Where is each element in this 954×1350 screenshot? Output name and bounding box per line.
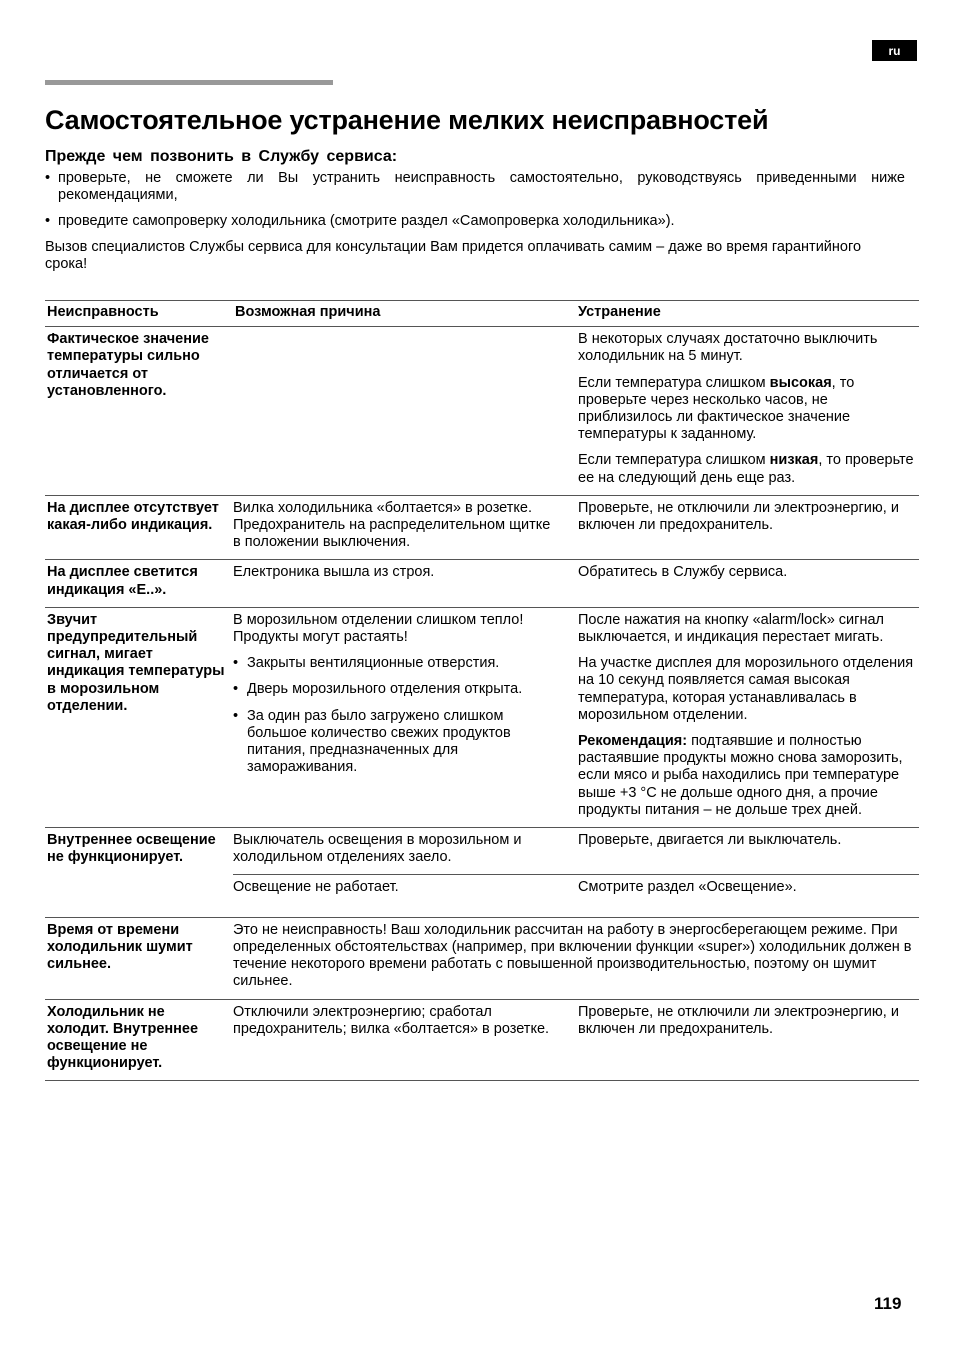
table-row	[45, 827, 919, 917]
row5-subrows	[233, 828, 919, 917]
remedy-text	[578, 375, 917, 444]
intro-bullet-1: • проверьте, не сможете ли Вы устранить неисправность самостоятельно, руководствуясь приведенными ниже рекомендациями,	[45, 170, 905, 204]
table-row	[45, 327, 919, 495]
remedy-text	[578, 452, 917, 486]
table-row	[45, 559, 919, 606]
table-subrow	[233, 874, 919, 916]
cause-bullet: • Закрыты вентиляционные отверстия.	[233, 655, 558, 672]
remedy-text: На участке дисплея для морозильного отделения на 10 секунд появляется самая высокая температура, которая устанавливалась в морозильном отделении.	[578, 655, 914, 723]
remedy-cell: Смотрите раздел «Освещение».	[578, 879, 797, 896]
fault-cell: Холодильник не холодит. Внутреннее освещение не функционирует.	[47, 1003, 199, 1072]
explanation-cell: Это не неисправность! Ваш холодильник рассчитан на работу в энергосберегающем режиме. При определенных обстоятельствах (например, при включении функции «super») холодильник должен в течение некоторого времени работать с повышенной производительностью, поэтому он шумит сильнее.	[233, 921, 912, 990]
remedy-text: После нажатия на кнопку «alarm/lock» сигнал выключается, и индикация перестает мигать.	[578, 611, 884, 646]
emphasis-high: высокая	[769, 374, 832, 391]
remedy-cell	[566, 327, 919, 495]
language-badge: ru	[872, 40, 917, 61]
fault-cell: Время от времени холодильник шумит сильнее.	[47, 921, 193, 973]
remedy-text: , то проверьте через несколько часов, не приблизилось ли фактическое значение температуры к заданному.	[578, 374, 855, 443]
remedy-cell: Обратитесь в Службу сервиса.	[578, 564, 788, 581]
table-subrow	[233, 828, 919, 874]
cause-cell	[233, 327, 566, 495]
remedy-text	[578, 733, 917, 819]
intro-bullet-2: • проведите самопроверку холодильника (смотрите раздел «Самопроверка холодильника»).	[45, 213, 905, 230]
cause-cell: Выключатель освещения в морозильном и холодильном отделениях заело.	[233, 832, 522, 866]
fault-cell: На дисплее светится индикация «E..».	[47, 564, 198, 598]
remedy-text: Если температура слишком	[578, 452, 770, 469]
header-cause: Возможная причина	[235, 304, 381, 320]
recommendation-label: Рекомендация:	[578, 733, 688, 750]
cause-bullet: • За один раз было загружено слишком большое количество свежих продуктов питания, предназначенных для замораживания.	[233, 708, 558, 777]
cause-bullet: • Дверь морозильного отделения открыта.	[233, 681, 558, 698]
fault-cell: Фактическое значение температуры сильно отличается от установленного.	[47, 331, 209, 399]
cause-list	[233, 655, 558, 776]
header-fault: Неисправность	[47, 304, 159, 320]
remedy-cell: Проверьте, не отключили ли электроэнергию, и включен ли предохранитель.	[578, 1003, 899, 1037]
remedy-text: , то проверьте ее на следующий день еще раз.	[578, 452, 914, 486]
cause-cell: Вилка холодильника «болтается» в розетке. Предохранитель на распределительном щитке в положении выключения.	[233, 499, 551, 551]
troubleshooting-table	[45, 300, 919, 1081]
intro-list	[45, 170, 905, 230]
header-remedy: Устранение	[578, 304, 661, 320]
fault-cell: Внутреннее освещение не функционирует.	[47, 832, 216, 866]
remedy-text: В некоторых случаях достаточно выключить холодильник на 5 минут.	[578, 331, 878, 365]
table-row	[45, 917, 919, 999]
intro-note: Вызов специалистов Службы сервиса для консультации Вам придется оплачивать самим – даже во время гарантийного срока!	[45, 239, 862, 272]
remedy-cell: Проверьте, двигается ли выключатель.	[578, 832, 842, 849]
fault-cell: Звучит предупредительный сигнал, мигает индикация температуры в морозильном отделении.	[47, 611, 225, 714]
remedy-text: Если температура слишком	[578, 374, 770, 391]
table-row	[45, 999, 919, 1082]
table-row	[45, 607, 919, 827]
remedy-cell: Проверьте, не отключили ли электроэнергию, и включен ли предохранитель.	[578, 499, 899, 534]
recommendation-text: подтаявшие и полностью растаявшие продукты можно снова заморозить, если мясо и рыба находились при температуре выше +3 °C не дольше одного дня, а прочие продукты питания – не дольше трех дней.	[578, 733, 903, 818]
table-header-row	[45, 300, 919, 327]
cause-cell	[233, 608, 566, 827]
emphasis-low: низкая	[769, 452, 819, 469]
cause-text: В морозильном отделении слишком тепло! Продукты могут растаять!	[233, 611, 524, 646]
section-subtitle: Прежде чем позвонить в Службу сервиса:	[45, 148, 398, 165]
table-row	[45, 495, 919, 560]
intro-block	[45, 170, 905, 273]
page-number: 119	[874, 1294, 902, 1313]
top-rule	[45, 80, 333, 85]
cause-cell: Отключили электроэнергию; сработал предохранитель; вилка «болтается» в розетке.	[233, 1003, 550, 1037]
fault-cell: На дисплее отсутствует какая-либо индикация.	[47, 499, 219, 534]
page-title: Самостоятельное устранение мелких неисправностей	[45, 105, 769, 135]
cause-cell: Електроника вышла из строя.	[233, 564, 435, 581]
remedy-cell	[566, 608, 919, 827]
cause-cell: Освещение не работает.	[233, 879, 399, 896]
